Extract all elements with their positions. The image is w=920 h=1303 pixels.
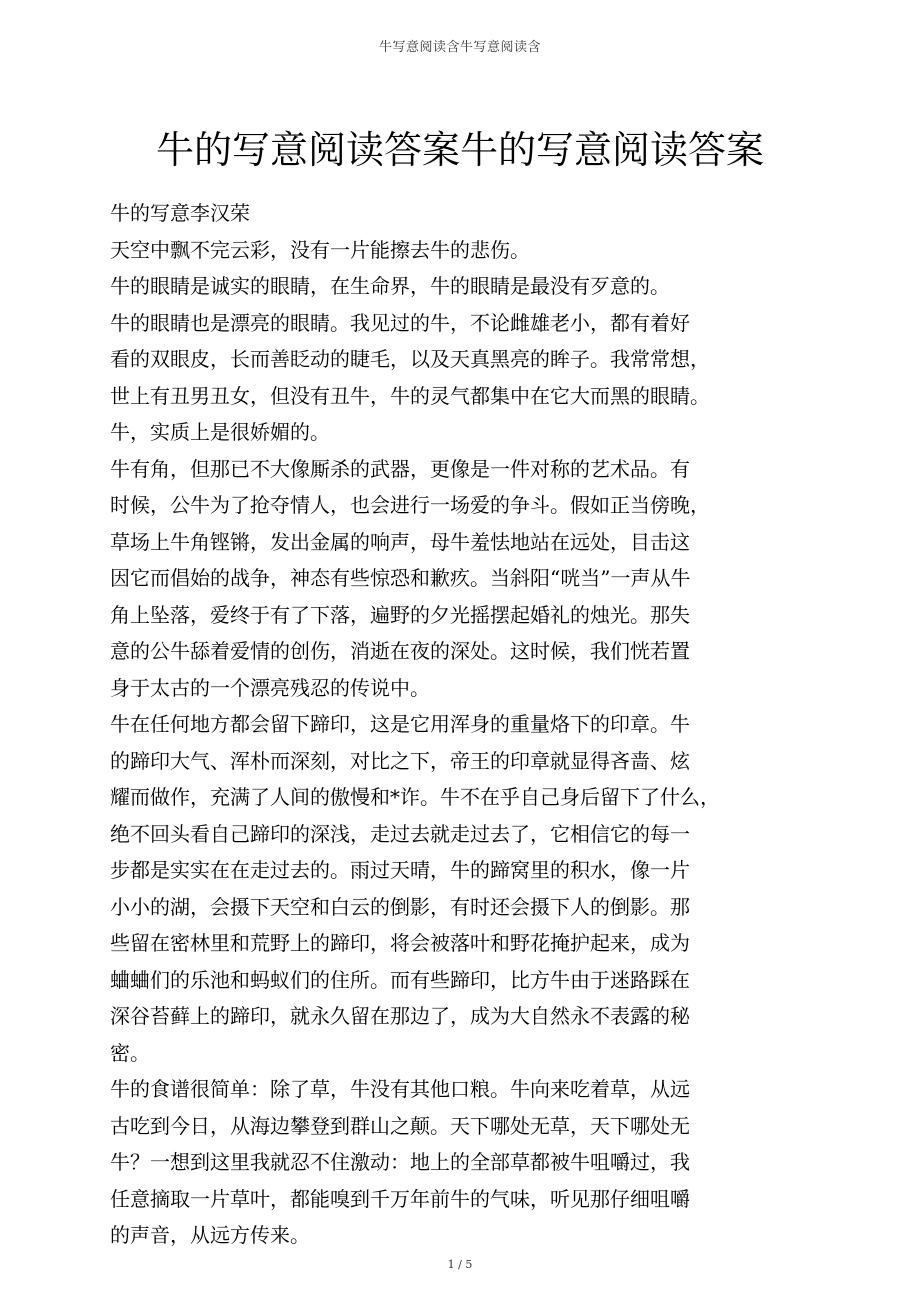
body-line: 牛在任何地方都会留下蹄印，这是它用浑身的重量烙下的印章。牛 [110, 712, 690, 736]
body-line: 深谷苔藓上的蹄印，就永久留在那边了，成为大自然永不表露的秘 [110, 1004, 690, 1028]
body-line: 身于太古的一个漂亮残忍的传说中。 [110, 675, 430, 700]
body-line: 意的公牛舔着爱情的创伤，消逝在夜的深处。这时候，我们恍若置 [110, 639, 690, 663]
body-line: 牛有角，但那已不大像厮杀的武器，更像是一件对称的艺术品。有 [110, 456, 690, 481]
body-line: 牛的眼睛也是漂亮的眼睛。我见过的牛，不论雌雄老小，都有着好 [110, 310, 690, 335]
body-line: 小小的湖，会摄下天空和白云的倒影，有时还会摄下人的倒影。那 [110, 894, 690, 919]
body-line: 牛的眼睛是诚实的眼睛，在生命界，牛的眼睛是最没有歹意的。 [110, 274, 670, 298]
body-line: 古吃到今日，从海边攀登到群山之颠。天下哪处无草，天下哪处无 [110, 1113, 690, 1138]
body-line: 看的双眼皮，长而善眨动的睫毛，以及天真黑亮的眸子。我常常想， [110, 347, 710, 371]
body-line: 绝不回头看自己蹄印的深浅，走过去就走过去了，它相信它的每一 [110, 821, 690, 846]
body-line: 蛐蛐们的乐池和蚂蚁们的住所。而有些蹄印，比方牛由于迷路踩在 [110, 967, 690, 992]
body-line: 牛？一想到这里我就忍不住激动：地上的全部草都被牛咀嚼过，我 [110, 1150, 690, 1174]
body-line: 世上有丑男丑女，但没有丑牛，牛的灵气都集中在它大而黑的眼睛。 [110, 383, 710, 408]
body-line: 步都是实实在在走过去的。雨过天晴，牛的蹄窝里的积水，像一片 [110, 858, 690, 882]
running-header: 牛写意阅读含牛写意阅读含 [378, 40, 541, 55]
body-line: 草场上牛角铿锵，发出金属的响声，母牛羞怯地站在远处，目击这 [110, 529, 690, 554]
body-line: 牛，实质上是很娇媚的。 [110, 420, 330, 444]
body-line: 任意摘取一片草叶，都能嗅到千万年前牛的气味，听见那仔细咀嚼 [110, 1186, 690, 1211]
body-line: 耀而做作，充满了人间的傲慢和*诈。牛不在乎自己身后留下了什么， [110, 785, 720, 809]
document-title: 牛的写意阅读答案牛的写意阅读答案 [155, 128, 764, 172]
body-line: 角上坠落，爱终于有了下落，遍野的夕光摇摆起婚礼的烛光。那失 [110, 602, 690, 627]
body-line: 的蹄印大气、浑朴而深刻，对比之下，帝王的印章就显得吝啬、炫 [110, 748, 690, 773]
body-line: 因它而倡始的战争，神态有些惊恐和歉疚。当斜阳“咣当”一声从牛 [110, 566, 691, 590]
body-line: 牛的食谱很简单：除了草，牛没有其他口粮。牛向来吃着草，从远 [110, 1077, 690, 1101]
body-line: 些留在密林里和荒野上的蹄印，将会被落叶和野花掩护起来，成为 [110, 931, 690, 955]
body-line: 的声音，从远方传来。 [110, 1223, 310, 1247]
body-line: 牛的写意李汉荣 [110, 201, 250, 225]
body-line: 时候，公牛为了抢夺情人，也会进行一场爱的争斗。假如正当傍晚， [110, 493, 710, 517]
document-body [110, 195, 760, 1254]
body-line: 天空中飘不完云彩，没有一片能擦去牛的悲伤。 [110, 237, 530, 262]
page-number: 1 / 5 [447, 1258, 473, 1271]
body-line: 密。 [110, 1040, 150, 1065]
